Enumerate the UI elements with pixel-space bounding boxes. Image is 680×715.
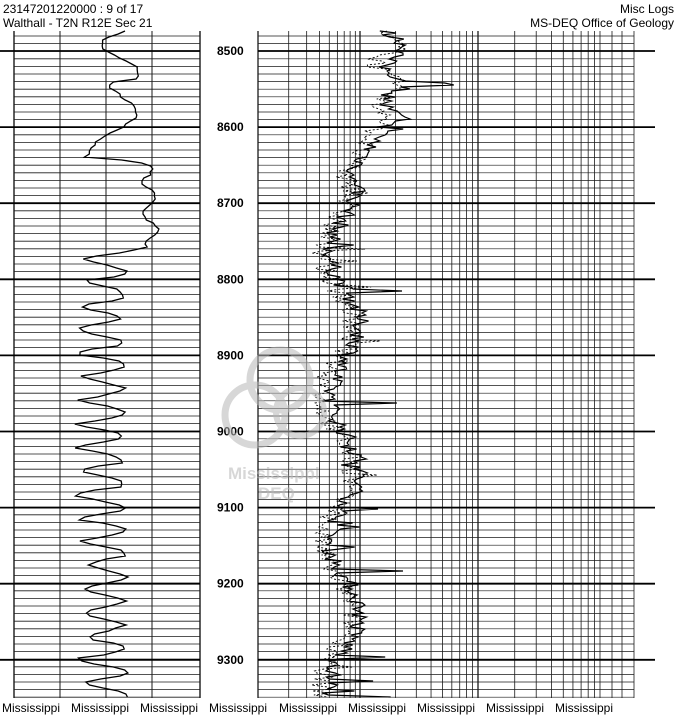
depth-scale bbox=[217, 44, 244, 667]
watermark-line1: Mississippi bbox=[228, 464, 320, 483]
footer-watermark-word: Mississippi bbox=[417, 701, 476, 715]
depth-label: 8500 bbox=[217, 44, 244, 58]
depth-label: 9100 bbox=[217, 500, 244, 515]
depth-label: 8700 bbox=[217, 196, 244, 211]
deep-resistivity-curve bbox=[322, 31, 454, 697]
api-page-label: 23147201220000 : 9 of 17 bbox=[3, 2, 144, 16]
depth-label: 9000 bbox=[217, 424, 244, 439]
depth-label: 8800 bbox=[217, 272, 244, 287]
right-log-track bbox=[258, 31, 655, 698]
log-type-label: Misc Logs bbox=[619, 2, 674, 16]
sp-curve bbox=[75, 31, 159, 697]
watermark-line2: DEQ bbox=[258, 484, 295, 503]
footer-watermark-word: Mississippi bbox=[71, 701, 130, 715]
footer-watermark-strip bbox=[0, 700, 680, 715]
left-log-track bbox=[0, 31, 200, 698]
depth-label: 8900 bbox=[217, 348, 244, 363]
depth-label: 9300 bbox=[217, 652, 244, 667]
footer-watermark-word: Mississippi bbox=[486, 701, 545, 715]
log-curves bbox=[75, 31, 454, 697]
footer-watermark-word: Mississippi bbox=[140, 701, 199, 715]
footer-watermark-word: Mississippi bbox=[348, 701, 407, 715]
footer-watermark-word: Mississippi bbox=[209, 701, 268, 715]
depth-label: 9200 bbox=[217, 576, 244, 591]
footer-watermark-word: Mississippi bbox=[279, 701, 338, 715]
agency-label: MS-DEQ Office of Geology bbox=[530, 16, 674, 30]
footer-watermark-word: Mississippi bbox=[555, 701, 614, 715]
footer-watermark-word: Mississippi bbox=[2, 701, 61, 715]
depth-label: 8600 bbox=[217, 120, 244, 135]
well-location-label: Walthall - T2N R12E Sec 21 bbox=[3, 16, 153, 30]
